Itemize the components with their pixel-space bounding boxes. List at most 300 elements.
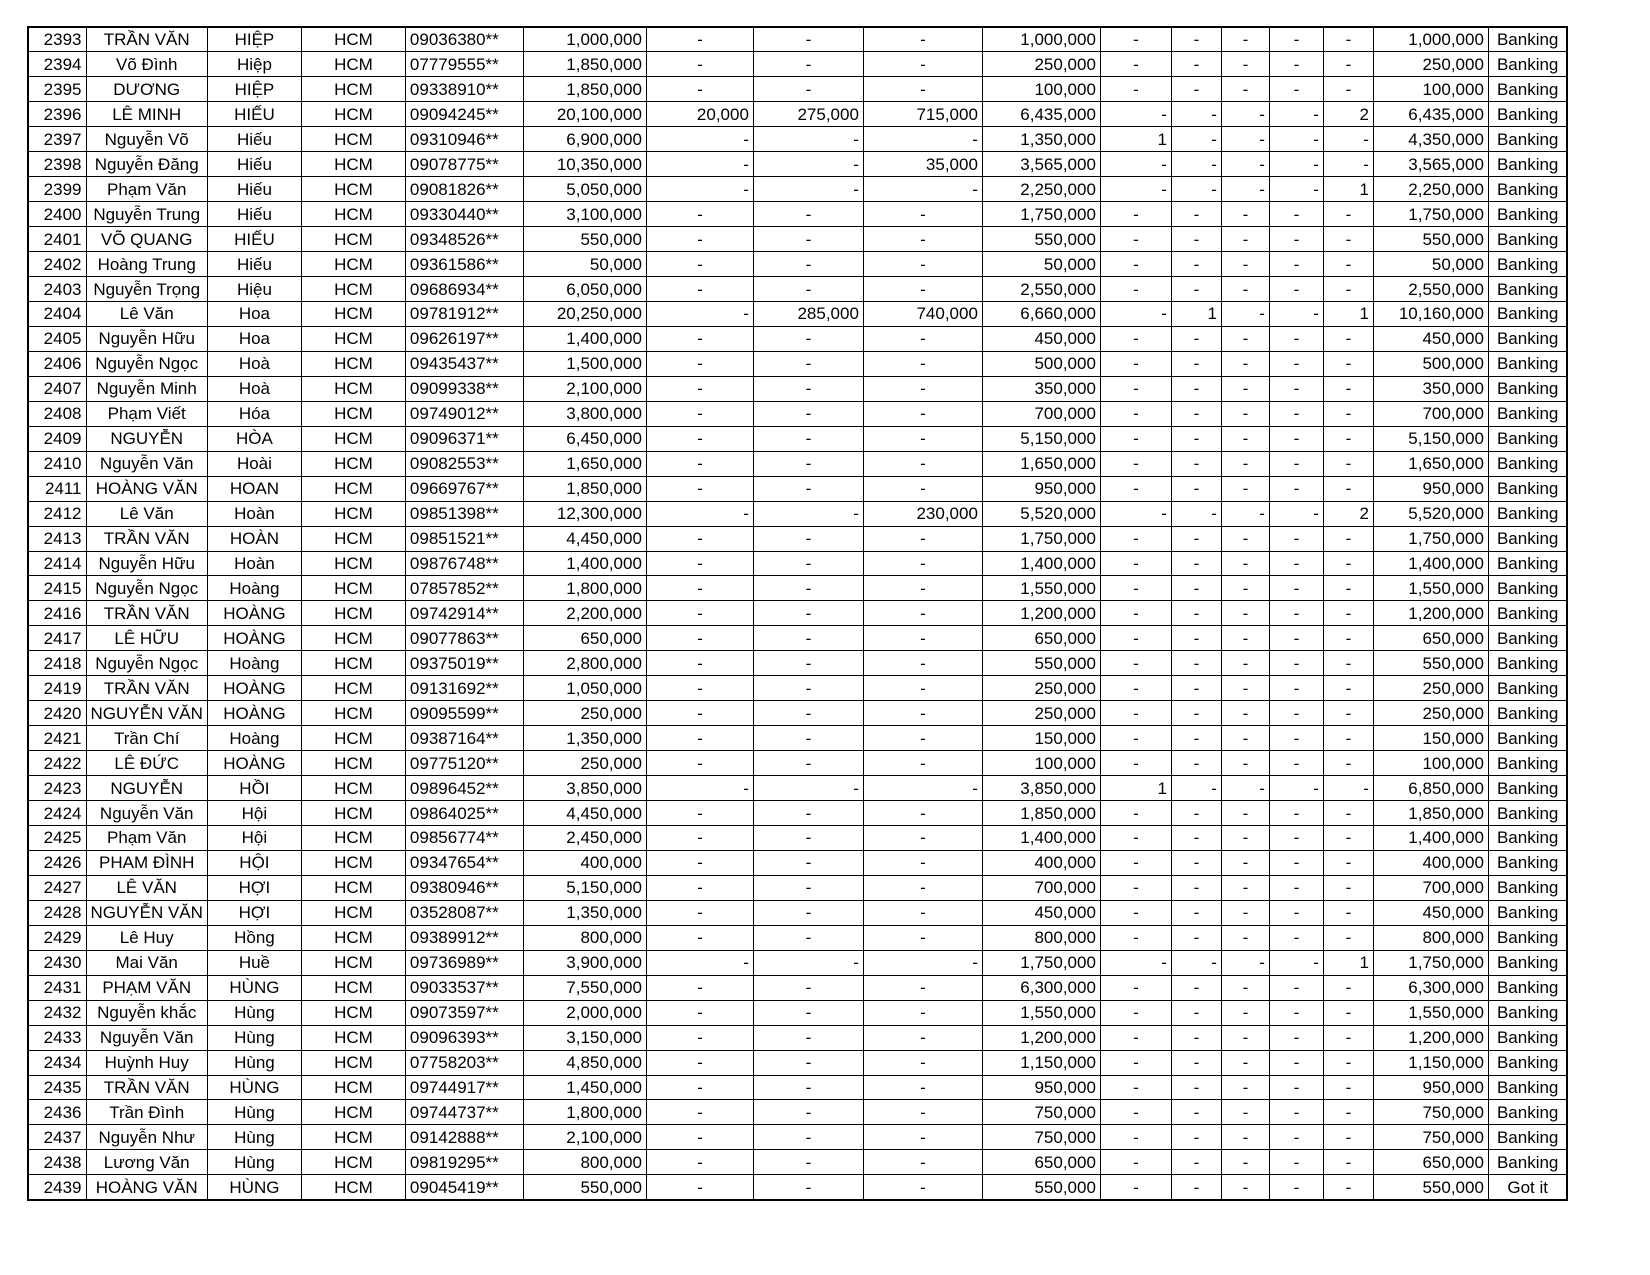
flag-2-cell: 1	[1171, 301, 1221, 326]
method-cell: Banking	[1488, 551, 1567, 576]
first-name-cell: HÙNG	[207, 1075, 301, 1100]
method-cell: Banking	[1488, 177, 1567, 202]
flag-4-cell: -	[1269, 326, 1323, 351]
total-cell: 550,000	[523, 1175, 646, 1200]
amount-cell: 450,000	[982, 900, 1100, 925]
last-name-cell: NGUYỄN	[86, 776, 207, 801]
flag-4-cell: -	[1269, 875, 1323, 900]
table-row	[28, 801, 1567, 826]
flag-4-cell: -	[1269, 501, 1323, 526]
paid-cell: 6,435,000	[1373, 102, 1488, 127]
col-b-cell: -	[753, 177, 863, 202]
amount-cell: 700,000	[982, 401, 1100, 426]
col-b-cell: -	[753, 576, 863, 601]
flag-4-cell: -	[1269, 277, 1323, 302]
flag-2-cell: -	[1171, 950, 1221, 975]
row-number: 2416	[28, 601, 86, 626]
flag-5-cell: -	[1323, 826, 1373, 851]
flag-1-cell: -	[1100, 301, 1171, 326]
paid-cell: 250,000	[1373, 701, 1488, 726]
amount-cell: 3,850,000	[982, 776, 1100, 801]
col-b-cell: -	[753, 351, 863, 376]
flag-1-cell: -	[1100, 875, 1171, 900]
flag-4-cell: -	[1269, 376, 1323, 401]
first-name-cell: Hoa	[207, 301, 301, 326]
flag-2-cell: -	[1171, 501, 1221, 526]
method-cell: Banking	[1488, 801, 1567, 826]
method-cell: Banking	[1488, 1100, 1567, 1125]
row-number: 2394	[28, 52, 86, 77]
flag-4-cell: -	[1269, 1050, 1323, 1075]
flag-2-cell: -	[1171, 277, 1221, 302]
method-cell: Banking	[1488, 576, 1567, 601]
last-name-cell: Võ Đình	[86, 52, 207, 77]
last-name-cell: Nguyễn Ngọc	[86, 351, 207, 376]
flag-2-cell: -	[1171, 676, 1221, 701]
col-c-cell: -	[863, 376, 982, 401]
flag-1-cell: -	[1100, 102, 1171, 127]
col-a-cell: -	[646, 177, 753, 202]
amount-cell: 1,200,000	[982, 1025, 1100, 1050]
first-name-cell: Hiếu	[207, 252, 301, 277]
table-row	[28, 875, 1567, 900]
col-b-cell: -	[753, 1125, 863, 1150]
flag-3-cell: -	[1221, 601, 1269, 626]
flag-1-cell: -	[1100, 1125, 1171, 1150]
row-number: 2398	[28, 152, 86, 177]
first-name-cell: Hoài	[207, 451, 301, 476]
col-c-cell: -	[863, 77, 982, 102]
row-number: 2425	[28, 826, 86, 851]
row-number: 2412	[28, 501, 86, 526]
table-row	[28, 601, 1567, 626]
col-c-cell: -	[863, 975, 982, 1000]
flag-4-cell: -	[1269, 127, 1323, 152]
amount-cell: 400,000	[982, 850, 1100, 875]
col-b-cell: -	[753, 501, 863, 526]
method-cell: Banking	[1488, 850, 1567, 875]
col-b-cell: -	[753, 252, 863, 277]
table-row	[28, 27, 1567, 52]
phone-cell: 09819295**	[405, 1150, 523, 1175]
col-a-cell: -	[646, 950, 753, 975]
paid-cell: 1,200,000	[1373, 1025, 1488, 1050]
col-b-cell: -	[753, 476, 863, 501]
city-cell: HCM	[301, 751, 405, 776]
phone-cell: 09736989**	[405, 950, 523, 975]
flag-5-cell: -	[1323, 751, 1373, 776]
flag-1-cell: -	[1100, 227, 1171, 252]
col-a-cell: -	[646, 451, 753, 476]
first-name-cell: HOÀNG	[207, 751, 301, 776]
phone-cell: 09096393**	[405, 1025, 523, 1050]
phone-cell: 09142888**	[405, 1125, 523, 1150]
col-b-cell: -	[753, 277, 863, 302]
row-number: 2421	[28, 726, 86, 751]
flag-5-cell: -	[1323, 1050, 1373, 1075]
last-name-cell: TRẦN VĂN	[86, 601, 207, 626]
flag-2-cell: -	[1171, 401, 1221, 426]
total-cell: 1,350,000	[523, 900, 646, 925]
first-name-cell: HÒA	[207, 426, 301, 451]
col-c-cell: 740,000	[863, 301, 982, 326]
flag-3-cell: -	[1221, 27, 1269, 52]
city-cell: HCM	[301, 102, 405, 127]
flag-1-cell: -	[1100, 152, 1171, 177]
flag-2-cell: -	[1171, 376, 1221, 401]
flag-3-cell: -	[1221, 701, 1269, 726]
total-cell: 1,650,000	[523, 451, 646, 476]
first-name-cell: Hiệp	[207, 52, 301, 77]
total-cell: 2,800,000	[523, 651, 646, 676]
row-number: 2432	[28, 1000, 86, 1025]
first-name-cell: Hùng	[207, 1000, 301, 1025]
col-c-cell: -	[863, 177, 982, 202]
row-number: 2395	[28, 77, 86, 102]
method-cell: Banking	[1488, 826, 1567, 851]
phone-cell: 09361586**	[405, 252, 523, 277]
phone-cell: 09082553**	[405, 451, 523, 476]
row-number: 2414	[28, 551, 86, 576]
flag-3-cell: -	[1221, 950, 1269, 975]
total-cell: 1,850,000	[523, 77, 646, 102]
row-number: 2408	[28, 401, 86, 426]
total-cell: 5,150,000	[523, 875, 646, 900]
table-row	[28, 102, 1567, 127]
total-cell: 800,000	[523, 925, 646, 950]
phone-cell: 09387164**	[405, 726, 523, 751]
flag-1-cell: 1	[1100, 127, 1171, 152]
flag-4-cell: -	[1269, 451, 1323, 476]
amount-cell: 700,000	[982, 875, 1100, 900]
city-cell: HCM	[301, 551, 405, 576]
city-cell: HCM	[301, 526, 405, 551]
last-name-cell: Nguyễn Trọng	[86, 277, 207, 302]
phone-cell: 09081826**	[405, 177, 523, 202]
col-a-cell: -	[646, 900, 753, 925]
method-cell: Banking	[1488, 676, 1567, 701]
flag-1-cell: -	[1100, 351, 1171, 376]
first-name-cell: Hoàng	[207, 651, 301, 676]
phone-cell: 09744737**	[405, 1100, 523, 1125]
method-cell: Banking	[1488, 27, 1567, 52]
col-b-cell: 285,000	[753, 301, 863, 326]
city-cell: HCM	[301, 950, 405, 975]
last-name-cell: LÊ ĐỨC	[86, 751, 207, 776]
amount-cell: 1,750,000	[982, 526, 1100, 551]
flag-2-cell: -	[1171, 551, 1221, 576]
flag-4-cell: -	[1269, 351, 1323, 376]
flag-4-cell: -	[1269, 975, 1323, 1000]
first-name-cell: HIẾU	[207, 102, 301, 127]
flag-3-cell: -	[1221, 826, 1269, 851]
flag-5-cell: -	[1323, 376, 1373, 401]
flag-3-cell: -	[1221, 351, 1269, 376]
table-row	[28, 826, 1567, 851]
col-b-cell: -	[753, 1150, 863, 1175]
table-row	[28, 177, 1567, 202]
phone-cell: 09856774**	[405, 826, 523, 851]
col-c-cell: -	[863, 676, 982, 701]
flag-5-cell: -	[1323, 451, 1373, 476]
total-cell: 2,100,000	[523, 376, 646, 401]
flag-4-cell: -	[1269, 1075, 1323, 1100]
row-number: 2419	[28, 676, 86, 701]
flag-2-cell: -	[1171, 651, 1221, 676]
flag-1-cell: -	[1100, 975, 1171, 1000]
phone-cell: 09077863**	[405, 626, 523, 651]
last-name-cell: TRẦN VĂN	[86, 676, 207, 701]
phone-cell: 09775120**	[405, 751, 523, 776]
flag-4-cell: -	[1269, 801, 1323, 826]
col-b-cell: -	[753, 651, 863, 676]
paid-cell: 50,000	[1373, 252, 1488, 277]
paid-cell: 550,000	[1373, 1175, 1488, 1200]
col-c-cell: -	[863, 1150, 982, 1175]
flag-3-cell: -	[1221, 1000, 1269, 1025]
phone-cell: 03528087**	[405, 900, 523, 925]
flag-5-cell: -	[1323, 77, 1373, 102]
paid-cell: 1,400,000	[1373, 826, 1488, 851]
last-name-cell: Lê Huy	[86, 925, 207, 950]
first-name-cell: HOÀNG	[207, 676, 301, 701]
col-b-cell: -	[753, 1050, 863, 1075]
col-a-cell: -	[646, 751, 753, 776]
flag-1-cell: -	[1100, 451, 1171, 476]
col-a-cell: -	[646, 801, 753, 826]
first-name-cell: Hội	[207, 826, 301, 851]
city-cell: HCM	[301, 1175, 405, 1200]
flag-1-cell: -	[1100, 202, 1171, 227]
method-cell: Banking	[1488, 252, 1567, 277]
flag-4-cell: -	[1269, 152, 1323, 177]
flag-5-cell: -	[1323, 401, 1373, 426]
amount-cell: 1,750,000	[982, 950, 1100, 975]
flag-2-cell: -	[1171, 626, 1221, 651]
col-b-cell: -	[753, 1175, 863, 1200]
phone-cell: 09380946**	[405, 875, 523, 900]
total-cell: 50,000	[523, 252, 646, 277]
paid-cell: 950,000	[1373, 476, 1488, 501]
last-name-cell: Nguyễn Như	[86, 1125, 207, 1150]
flag-5-cell: -	[1323, 277, 1373, 302]
col-c-cell: 230,000	[863, 501, 982, 526]
flag-5-cell: -	[1323, 1150, 1373, 1175]
amount-cell: 750,000	[982, 1125, 1100, 1150]
table-row	[28, 1175, 1567, 1200]
last-name-cell: NGUYỄN VĂN	[86, 701, 207, 726]
city-cell: HCM	[301, 476, 405, 501]
flag-4-cell: -	[1269, 27, 1323, 52]
flag-5-cell: -	[1323, 1125, 1373, 1150]
col-b-cell: -	[753, 1000, 863, 1025]
city-cell: HCM	[301, 975, 405, 1000]
phone-cell: 09348526**	[405, 227, 523, 252]
city-cell: HCM	[301, 1100, 405, 1125]
amount-cell: 100,000	[982, 77, 1100, 102]
flag-5-cell: -	[1323, 1100, 1373, 1125]
first-name-cell: Hùng	[207, 1025, 301, 1050]
flag-3-cell: -	[1221, 501, 1269, 526]
last-name-cell: Nguyễn Trung	[86, 202, 207, 227]
flag-4-cell: -	[1269, 227, 1323, 252]
flag-2-cell: -	[1171, 875, 1221, 900]
row-number: 2405	[28, 326, 86, 351]
flag-3-cell: -	[1221, 875, 1269, 900]
method-cell: Banking	[1488, 776, 1567, 801]
flag-3-cell: -	[1221, 326, 1269, 351]
col-a-cell: -	[646, 351, 753, 376]
flag-5-cell: -	[1323, 601, 1373, 626]
flag-2-cell: -	[1171, 1025, 1221, 1050]
col-c-cell: -	[863, 850, 982, 875]
table-row	[28, 1150, 1567, 1175]
first-name-cell: HỒI	[207, 776, 301, 801]
flag-3-cell: -	[1221, 202, 1269, 227]
flag-5-cell: -	[1323, 676, 1373, 701]
paid-cell: 650,000	[1373, 1150, 1488, 1175]
col-b-cell: -	[753, 900, 863, 925]
flag-1-cell: -	[1100, 826, 1171, 851]
col-a-cell: -	[646, 626, 753, 651]
flag-2-cell: -	[1171, 576, 1221, 601]
flag-2-cell: -	[1171, 1050, 1221, 1075]
flag-4-cell: -	[1269, 676, 1323, 701]
amount-cell: 6,660,000	[982, 301, 1100, 326]
col-c-cell: -	[863, 227, 982, 252]
method-cell: Banking	[1488, 701, 1567, 726]
first-name-cell: Hiệu	[207, 277, 301, 302]
phone-cell: 09781912**	[405, 301, 523, 326]
flag-3-cell: -	[1221, 476, 1269, 501]
col-c-cell: -	[863, 826, 982, 851]
city-cell: HCM	[301, 127, 405, 152]
flag-4-cell: -	[1269, 551, 1323, 576]
flag-5-cell: -	[1323, 576, 1373, 601]
last-name-cell: Nguyễn Ngọc	[86, 576, 207, 601]
total-cell: 250,000	[523, 701, 646, 726]
first-name-cell: Hùng	[207, 1150, 301, 1175]
paid-cell: 250,000	[1373, 676, 1488, 701]
row-number: 2403	[28, 277, 86, 302]
paid-cell: 100,000	[1373, 751, 1488, 776]
first-name-cell: Hiếu	[207, 177, 301, 202]
first-name-cell: Hóa	[207, 401, 301, 426]
total-cell: 400,000	[523, 850, 646, 875]
flag-2-cell: -	[1171, 751, 1221, 776]
last-name-cell: Nguyễn Võ	[86, 127, 207, 152]
flag-1-cell: -	[1100, 1150, 1171, 1175]
phone-cell: 09310946**	[405, 127, 523, 152]
col-c-cell: -	[863, 751, 982, 776]
table-row	[28, 776, 1567, 801]
total-cell: 2,200,000	[523, 601, 646, 626]
flag-5-cell: -	[1323, 975, 1373, 1000]
amount-cell: 6,435,000	[982, 102, 1100, 127]
amount-cell: 5,150,000	[982, 426, 1100, 451]
total-cell: 3,850,000	[523, 776, 646, 801]
row-number: 2422	[28, 751, 86, 776]
phone-cell: 09094245**	[405, 102, 523, 127]
method-cell: Banking	[1488, 127, 1567, 152]
total-cell: 1,850,000	[523, 476, 646, 501]
paid-cell: 450,000	[1373, 326, 1488, 351]
flag-4-cell: -	[1269, 77, 1323, 102]
paid-cell: 1,750,000	[1373, 202, 1488, 227]
paid-cell: 3,565,000	[1373, 152, 1488, 177]
flag-1-cell: -	[1100, 476, 1171, 501]
last-name-cell: NGUYỄN VĂN	[86, 900, 207, 925]
phone-cell: 09045419**	[405, 1175, 523, 1200]
col-c-cell: -	[863, 127, 982, 152]
flag-3-cell: -	[1221, 1150, 1269, 1175]
amount-cell: 50,000	[982, 252, 1100, 277]
last-name-cell: HOÀNG VĂN	[86, 476, 207, 501]
col-a-cell: -	[646, 1175, 753, 1200]
city-cell: HCM	[301, 177, 405, 202]
last-name-cell: LÊ MINH	[86, 102, 207, 127]
method-cell: Banking	[1488, 351, 1567, 376]
last-name-cell: TRẦN VĂN	[86, 1075, 207, 1100]
col-c-cell: -	[863, 875, 982, 900]
row-number: 2406	[28, 351, 86, 376]
total-cell: 4,450,000	[523, 801, 646, 826]
flag-4-cell: -	[1269, 426, 1323, 451]
method-cell: Banking	[1488, 900, 1567, 925]
table-row	[28, 451, 1567, 476]
paid-cell: 1,400,000	[1373, 551, 1488, 576]
phone-cell: 09744917**	[405, 1075, 523, 1100]
payment-table	[27, 26, 1568, 1201]
row-number: 2393	[28, 27, 86, 52]
table-row	[28, 501, 1567, 526]
row-number: 2434	[28, 1050, 86, 1075]
flag-3-cell: -	[1221, 301, 1269, 326]
flag-1-cell: -	[1100, 426, 1171, 451]
phone-cell: 09375019**	[405, 651, 523, 676]
total-cell: 10,350,000	[523, 152, 646, 177]
col-b-cell: -	[753, 401, 863, 426]
row-number: 2410	[28, 451, 86, 476]
method-cell: Banking	[1488, 326, 1567, 351]
amount-cell: 350,000	[982, 376, 1100, 401]
col-b-cell: -	[753, 601, 863, 626]
col-a-cell: -	[646, 526, 753, 551]
last-name-cell: Lê Văn	[86, 501, 207, 526]
flag-2-cell: -	[1171, 451, 1221, 476]
col-a-cell: -	[646, 601, 753, 626]
table-row	[28, 975, 1567, 1000]
method-cell: Banking	[1488, 975, 1567, 1000]
city-cell: HCM	[301, 301, 405, 326]
method-cell: Banking	[1488, 202, 1567, 227]
flag-2-cell: -	[1171, 326, 1221, 351]
flag-1-cell: -	[1100, 1175, 1171, 1200]
flag-5-cell: -	[1323, 526, 1373, 551]
flag-5-cell: 2	[1323, 501, 1373, 526]
row-number: 2427	[28, 875, 86, 900]
amount-cell: 150,000	[982, 726, 1100, 751]
city-cell: HCM	[301, 351, 405, 376]
flag-3-cell: -	[1221, 1050, 1269, 1075]
table-row	[28, 576, 1567, 601]
table-row	[28, 227, 1567, 252]
table-row	[28, 326, 1567, 351]
flag-4-cell: -	[1269, 751, 1323, 776]
flag-2-cell: -	[1171, 1175, 1221, 1200]
city-cell: HCM	[301, 1000, 405, 1025]
amount-cell: 950,000	[982, 1075, 1100, 1100]
